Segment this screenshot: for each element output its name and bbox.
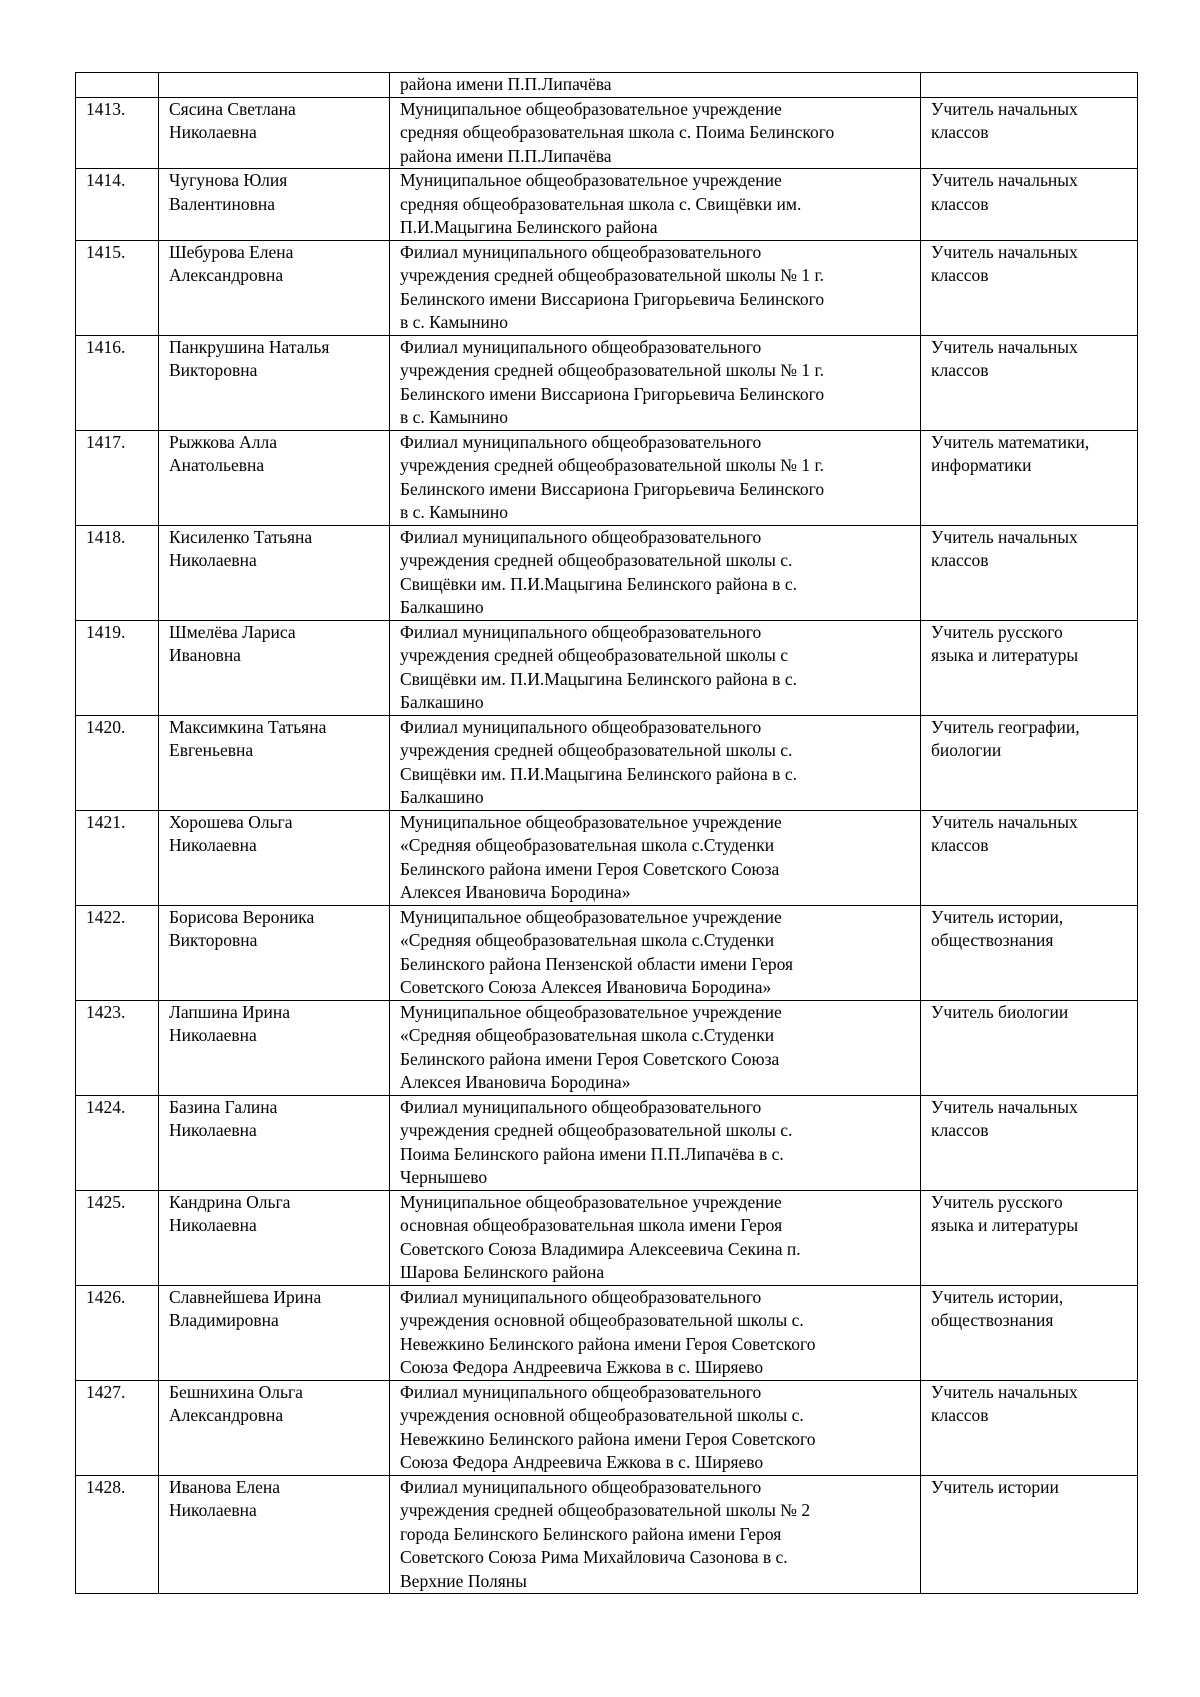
- position-cell-text: Учитель начальных классов: [931, 241, 1078, 285]
- position-cell: [921, 430, 1138, 525]
- row-number-cell: [76, 715, 159, 810]
- position-cell: [921, 620, 1138, 715]
- organization-cell-text: Муниципальное общеобразовательное учреждение средняя общеобразовательная школа с. Поима Белинского района имени П.П.Липачёва: [400, 98, 835, 166]
- organization-cell-text: Филиал муниципального общеобразовательного учреждения средней общеобразовательной школы № 1 г. Белинского имени Виссариона Григорьевича Белинского в с. Камынино: [400, 336, 825, 427]
- organization-cell: [390, 810, 921, 905]
- organization-cell-text: Муниципальное общеобразовательное учреждение «Средняя общеобразовательная школа с.Студенки Белинского района Пензенской области имени Героя Советского Союза Алексея Ивановича Бородина»: [400, 906, 794, 997]
- organization-cell-text: Муниципальное общеобразовательное учреждение основная общеобразовательная школа имени Героя Советского Союза Владимира Алексеевича Секина п. Шарова Белинского района: [400, 1191, 801, 1282]
- table-row: [76, 1285, 1138, 1380]
- teacher-name-cell-text: Лапшина Ирина Николаевна: [169, 1001, 291, 1045]
- teacher-name-cell: [159, 525, 390, 620]
- teacher-name-cell-text: Шмелёва Лариса Ивановна: [169, 621, 296, 665]
- teacher-name-cell-text: Базина Галина Николаевна: [169, 1096, 278, 1140]
- row-number-cell-text: 1428.: [86, 1476, 126, 1497]
- table-row: [76, 335, 1138, 430]
- position-cell-text: Учитель начальных классов: [931, 336, 1078, 380]
- position-cell: [921, 810, 1138, 905]
- organization-cell: района имени П.П.Липачёва: [390, 73, 921, 98]
- organization-cell: [390, 430, 921, 525]
- teacher-name-cell: [159, 1190, 390, 1285]
- table-row: [76, 1000, 1138, 1095]
- teacher-name-cell: [159, 1380, 390, 1475]
- position-cell-text: Учитель русского языка и литературы: [931, 1191, 1079, 1235]
- row-number-cell: [76, 1095, 159, 1190]
- teacher-name-cell-text: Иванова Елена Николаевна: [169, 1476, 281, 1520]
- position-cell-text: Учитель начальных классов: [931, 811, 1078, 855]
- row-number-cell: [76, 1475, 159, 1594]
- organization-cell-text: Филиал муниципального общеобразовательного учреждения средней общеобразовательной школы с. Поима Белинского района имени П.П.Липачёва в с. Чернышево: [400, 1096, 793, 1187]
- row-number-cell: [76, 1285, 159, 1380]
- teacher-name-cell: [159, 620, 390, 715]
- row-number-cell: [76, 73, 159, 98]
- row-number-cell-text: 1424.: [86, 1096, 126, 1117]
- row-number-cell-text: 1425.: [86, 1191, 126, 1212]
- row-number-cell-text: 1426.: [86, 1286, 126, 1307]
- position-cell: [921, 97, 1138, 169]
- table-row: [76, 169, 1138, 241]
- teacher-name-cell-text: Максимкина Татьяна Евгеньевна: [169, 716, 327, 760]
- teacher-name-cell: [159, 905, 390, 1000]
- table-row: [76, 905, 1138, 1000]
- row-number-cell: [76, 335, 159, 430]
- teacher-name-cell: [159, 1285, 390, 1380]
- table-row: [76, 1475, 1138, 1594]
- organization-cell-text: Филиал муниципального общеобразовательного учреждения основной общеобразовательной школы с. Невежкино Белинского района имени Героя Советского Союза Федора Андреевича Ежкова в с. Ширяево: [400, 1381, 816, 1472]
- teacher-name-cell: [159, 1095, 390, 1190]
- position-cell: [921, 73, 1138, 98]
- position-cell-text: Учитель начальных классов: [931, 1381, 1078, 1425]
- organization-cell: [390, 905, 921, 1000]
- teacher-name-cell: [159, 169, 390, 241]
- table-row: [76, 715, 1138, 810]
- position-cell: [921, 169, 1138, 241]
- position-cell: [921, 1380, 1138, 1475]
- row-number-cell-text: 1415.: [86, 241, 126, 262]
- row-number-cell: [76, 810, 159, 905]
- organization-cell: [390, 1095, 921, 1190]
- row-number-cell-text: 1422.: [86, 906, 126, 927]
- organization-cell: [390, 1190, 921, 1285]
- table-row: [76, 240, 1138, 335]
- organization-cell: [390, 169, 921, 241]
- position-cell-text: Учитель русского языка и литературы: [931, 621, 1079, 665]
- position-cell-text: Учитель истории, обществознания: [931, 906, 1064, 950]
- row-number-cell-text: 1416.: [86, 336, 126, 357]
- teacher-name-cell-text: Панкрушина Наталья Викторовна: [169, 336, 330, 380]
- position-cell-text: Учитель истории: [931, 1476, 1059, 1497]
- teacher-name-cell: [159, 715, 390, 810]
- position-cell: [921, 1095, 1138, 1190]
- position-cell-text: Учитель начальных классов: [931, 1096, 1078, 1140]
- table-row: [76, 1380, 1138, 1475]
- position-cell: [921, 335, 1138, 430]
- document-page: [75, 72, 1137, 1594]
- position-cell: [921, 1000, 1138, 1095]
- row-number-cell-text: 1419.: [86, 621, 126, 642]
- position-cell-text: Учитель географии, биологии: [931, 716, 1080, 760]
- teacher-name-cell-text: Кисиленко Татьяна Николаевна: [169, 526, 313, 570]
- organization-cell-text: Муниципальное общеобразовательное учреждение «Средняя общеобразовательная школа с.Студенки Белинского района имени Героя Советского Союза Алексея Ивановича Бородина»: [400, 811, 782, 902]
- row-number-cell: [76, 1380, 159, 1475]
- position-cell: [921, 1285, 1138, 1380]
- teacher-name-cell: [159, 73, 390, 98]
- organization-cell-text: Филиал муниципального общеобразовательного учреждения средней общеобразовательной школы № 1 г. Белинского имени Виссариона Григорьевича Белинского в с. Камынино: [400, 241, 825, 332]
- row-number-cell: [76, 905, 159, 1000]
- row-number-cell-text: 1418.: [86, 526, 126, 547]
- teacher-name-cell: [159, 430, 390, 525]
- row-number-cell-text: 1417.: [86, 431, 126, 452]
- teacher-name-cell-text: Кандрина Ольга Николаевна: [169, 1191, 291, 1235]
- row-number-cell: [76, 430, 159, 525]
- organization-cell: [390, 1285, 921, 1380]
- organization-cell: [390, 715, 921, 810]
- row-number-cell-text: 1423.: [86, 1001, 126, 1022]
- row-number-cell-text: 1420.: [86, 716, 126, 737]
- row-number-cell: [76, 240, 159, 335]
- organization-cell-text: Филиал муниципального общеобразовательного учреждения средней общеобразовательной школы с. Свищёвки им. П.И.Мацыгина Белинского района в с. Балкашино: [400, 526, 797, 617]
- position-cell-text: Учитель начальных классов: [931, 170, 1078, 214]
- row-number-cell: [76, 525, 159, 620]
- row-number-cell: [76, 1000, 159, 1095]
- organization-cell: [390, 525, 921, 620]
- position-cell: [921, 1475, 1138, 1594]
- organization-cell-text: Филиал муниципального общеобразовательного учреждения основной общеобразовательной школы с. Невежкино Белинского района имени Героя Советского Союза Федора Андреевича Ежкова в с. Ширяево: [400, 1286, 816, 1377]
- teacher-name-cell: [159, 1475, 390, 1594]
- organization-cell-text: Филиал муниципального общеобразовательного учреждения средней общеобразовательной школы с Свищёвки им. П.И.Мацыгина Белинского района в с. Балкашино: [400, 621, 797, 712]
- teacher-name-cell-text: Рыжкова Алла Анатольевна: [169, 431, 277, 475]
- table-row: [76, 810, 1138, 905]
- table-row: [76, 97, 1138, 169]
- row-number-cell-text: 1413.: [86, 98, 126, 119]
- teacher-name-cell-text: Борисова Вероника Викторовна: [169, 906, 315, 950]
- organization-cell-text: Муниципальное общеобразовательное учреждение «Средняя общеобразовательная школа с.Студенки Белинского района имени Героя Советского Союза Алексея Ивановича Бородина»: [400, 1001, 782, 1092]
- organization-cell: [390, 1000, 921, 1095]
- position-cell-text: Учитель начальных классов: [931, 526, 1078, 570]
- table-body: [76, 73, 1138, 1594]
- row-number-cell: [76, 169, 159, 241]
- row-number-cell: [76, 97, 159, 169]
- table-row: [76, 1095, 1138, 1190]
- organization-cell: [390, 1380, 921, 1475]
- teacher-name-cell-text: Шебурова Елена Александровна: [169, 241, 294, 285]
- organization-cell: [390, 1475, 921, 1594]
- organization-cell: [390, 240, 921, 335]
- teacher-name-cell: [159, 240, 390, 335]
- row-number-cell: [76, 1190, 159, 1285]
- organization-cell-text: Муниципальное общеобразовательное учреждение средняя общеобразовательная школа с. Свищёвки им. П.И.Мацыгина Белинского района: [400, 170, 802, 237]
- organization-cell-text: Филиал муниципального общеобразовательного учреждения средней общеобразовательной школы № 1 г. Белинского имени Виссариона Григорьевича Белинского в с. Камынино: [400, 431, 825, 522]
- table-row: [76, 430, 1138, 525]
- position-cell: [921, 905, 1138, 1000]
- organization-cell: [390, 97, 921, 169]
- table-row-continuation: [76, 73, 1138, 98]
- teacher-name-cell: [159, 810, 390, 905]
- position-cell-text: Учитель истории, обществознания: [931, 1286, 1064, 1330]
- position-cell: [921, 525, 1138, 620]
- teacher-name-cell-text: Бешнихина Ольга Александровна: [169, 1381, 303, 1425]
- organization-cell: [390, 620, 921, 715]
- teacher-name-cell-text: Славнейшева Ирина Владимировна: [169, 1286, 322, 1330]
- position-cell: [921, 1190, 1138, 1285]
- table-row: [76, 525, 1138, 620]
- position-cell-text: Учитель биологии: [931, 1001, 1069, 1022]
- organization-cell: [390, 335, 921, 430]
- position-cell-text: Учитель начальных классов: [931, 98, 1078, 142]
- organization-cell-text: Филиал муниципального общеобразовательного учреждения средней общеобразовательной школы № 2 города Белинского Белинского района имени Героя Советского Союза Рима Михайловича Сазонова в с. Верхние Поляны: [400, 1476, 811, 1591]
- teacher-name-cell: [159, 335, 390, 430]
- teacher-name-cell-text: Хорошева Ольга Николаевна: [169, 811, 293, 855]
- teacher-name-cell: [159, 97, 390, 169]
- table-row: [76, 1190, 1138, 1285]
- organization-cell-text: Филиал муниципального общеобразовательного учреждения средней общеобразовательной школы с. Свищёвки им. П.И.Мацыгина Белинского района в с. Балкашино: [400, 716, 797, 807]
- teacher-name-cell-text: Чугунова Юлия Валентиновна: [169, 170, 288, 214]
- position-cell: [921, 715, 1138, 810]
- table-row: [76, 620, 1138, 715]
- teacher-name-cell: [159, 1000, 390, 1095]
- row-number-cell-text: 1427.: [86, 1381, 126, 1402]
- teacher-name-cell-text: Сясина Светлана Николаевна: [169, 98, 296, 142]
- position-cell-text: Учитель математики, информатики: [931, 431, 1090, 475]
- teachers-table: [75, 72, 1138, 1594]
- position-cell: [921, 240, 1138, 335]
- row-number-cell: [76, 620, 159, 715]
- row-number-cell-text: 1421.: [86, 811, 126, 832]
- row-number-cell-text: 1414.: [86, 170, 126, 190]
